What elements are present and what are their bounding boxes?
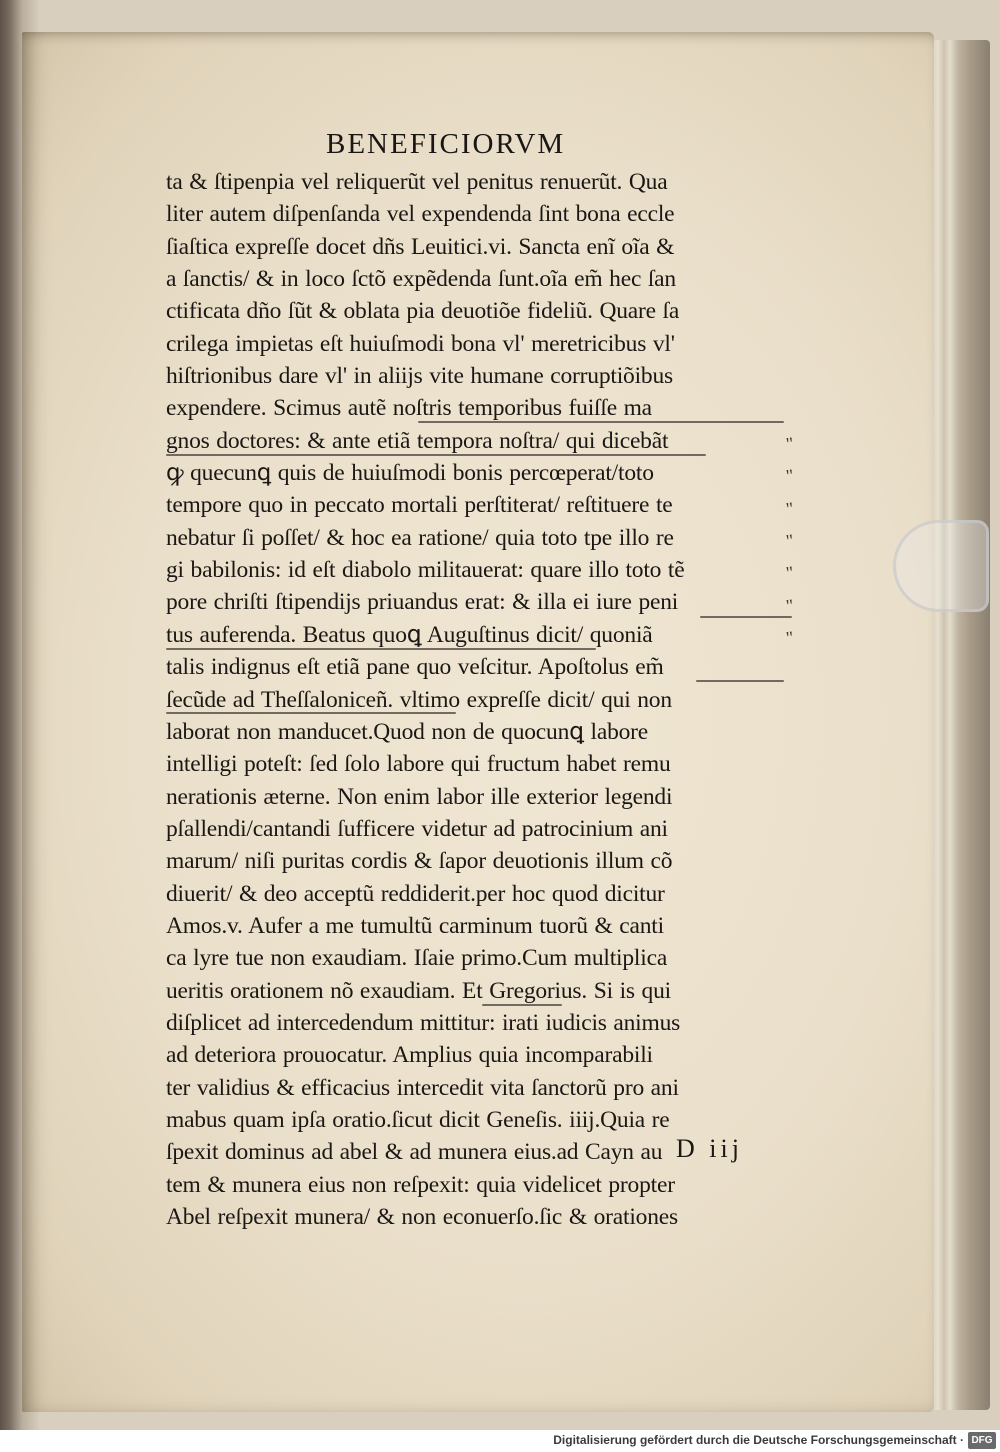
text-line: ꝙ quecunꝗ quis de huiuſmodi bonis percœperat/toto <box>166 460 654 487</box>
text-line: ctificata dño ſũt & oblata pia deuotiõe fideliũ. Quare ſa <box>166 298 680 325</box>
manuscript-underline <box>700 616 792 618</box>
margin-mark: " <box>784 465 795 487</box>
text-line: ca lyre tue non exaudiam. Iſaie primo.Cum multiplica <box>166 945 668 972</box>
manuscript-underline <box>696 680 784 682</box>
text-line: ſecũde ad Theſſaloniceñ. vltimo expreſſe dicit/ qui non <box>166 686 672 713</box>
text-line: intelligi poteſt: ſed ſolo labore qui fructum habet remu <box>166 751 671 778</box>
footer-credit: Digitalisierung gefördert durch die Deutsche Forschungsgemeinschaft · <box>553 1433 964 1447</box>
margin-mark: " <box>784 497 795 519</box>
text-line: liter autem diſpenſanda vel expendenda ſint bona eccle <box>166 201 675 228</box>
text-line: ueritis orationem nõ exaudiam. Et Gregorius. Si is qui <box>166 977 671 1004</box>
dfg-logo: DFG <box>968 1432 996 1449</box>
page-clip <box>893 520 989 612</box>
manuscript-underline <box>166 648 596 650</box>
text-line: gi babilonis: id eſt diabolo militauerat: quare illo toto tẽ <box>166 557 685 584</box>
text-line: mabus quam ipſa oratio.ſicut dicit Geneſis. iiij.Quia re <box>166 1106 670 1133</box>
text-line: ter validius & efficacius intercedit vita ſanctorũ pro ani <box>166 1074 679 1101</box>
text-line: tem & munera eius non reſpexit: quia videlicet propter <box>166 1171 675 1198</box>
margin-mark: " <box>784 433 795 454</box>
text-line: ſpexit dominus ad abel & ad munera eius.ad Cayn au <box>166 1139 663 1166</box>
text-line: a ſanctis/ & in loco ſctõ expẽdenda ſunt.oĩa em̃ hec ſan <box>166 266 676 293</box>
text-line: expendere. Scimus autẽ noſtris temporibus fuiſſe ma <box>166 395 652 422</box>
margin-marks <box>786 426 816 652</box>
margin-mark: " <box>784 562 795 584</box>
page-stack-edge <box>930 40 990 1410</box>
manuscript-underline <box>418 421 784 423</box>
text-line: marum/ niſi puritas cordis & ſapor deuotionis illum cõ <box>166 848 673 875</box>
text-line: diſplicet ad intercedendum mittitur: irati iudicis animus <box>166 1009 681 1036</box>
manuscript-underline <box>166 454 706 456</box>
running-head: BENEFICIORVM <box>326 128 566 160</box>
text-line: hiſtrionibus dare vl' in aliijs vite humane corruptiõibus <box>166 363 673 390</box>
text-line: tus auferenda. Beatus quoꝗ Auguſtinus dicit/ quoniã <box>166 621 653 648</box>
text-line: ad deteriora prouocatur. Amplius quia incomparabili <box>166 1042 653 1069</box>
margin-mark: " <box>784 530 795 552</box>
text-line: pſallendi/cantandi ſufficere videtur ad patrocinium ani <box>166 815 668 842</box>
text-line: Amos.v. Aufer a me tumultũ carminum tuorũ & canti <box>166 912 664 939</box>
text-line: tempore quo in peccato mortali perſtiterat/ reſtituere te <box>166 492 673 519</box>
signature-mark: D iij <box>676 1134 743 1163</box>
manuscript-underline <box>482 1004 562 1006</box>
text-line: gnos doctores: & ante etiã tempora noſtra/ qui dicebãt <box>166 427 669 454</box>
text-line: nerationis æterne. Non enim labor ille exterior legendi <box>166 783 673 810</box>
text-line: pore chriſti ſtipendijs priuandus erat: & illa ei iure peni <box>166 589 679 616</box>
margin-mark: " <box>784 627 795 649</box>
text-line: ſiaſtica expreſſe docet dñs Leuitici.vi. Sancta enĩ oĩa & <box>166 233 675 260</box>
text-line: diuerit/ & deo acceptũ reddiderit.per hoc quod dicitur <box>166 880 665 907</box>
text-line: Abel reſpexit munera/ & non econuerſo.ſic & orationes <box>166 1204 678 1230</box>
text-line: talis indignus eſt etiã pane quo veſcitur. Apoſtolus em̃ <box>166 654 664 681</box>
manuscript-underline <box>166 712 456 714</box>
text-block <box>166 166 796 1233</box>
margin-mark: " <box>784 594 795 616</box>
text-line: laborat non manducet.Quod non de quocunꝗ labore <box>166 718 649 745</box>
footer-bar <box>0 1430 1000 1452</box>
text-line: nebatur ſi poſſet/ & hoc ea ratione/ quia toto tpe illo re <box>166 524 674 551</box>
text-line: ta & ſtipenpia vel reliquerũt vel penitus renuerũt. Qua <box>166 169 668 195</box>
text-line: crilega impietas eſt huiuſmodi bona vl' meretricibus vl' <box>166 330 675 357</box>
